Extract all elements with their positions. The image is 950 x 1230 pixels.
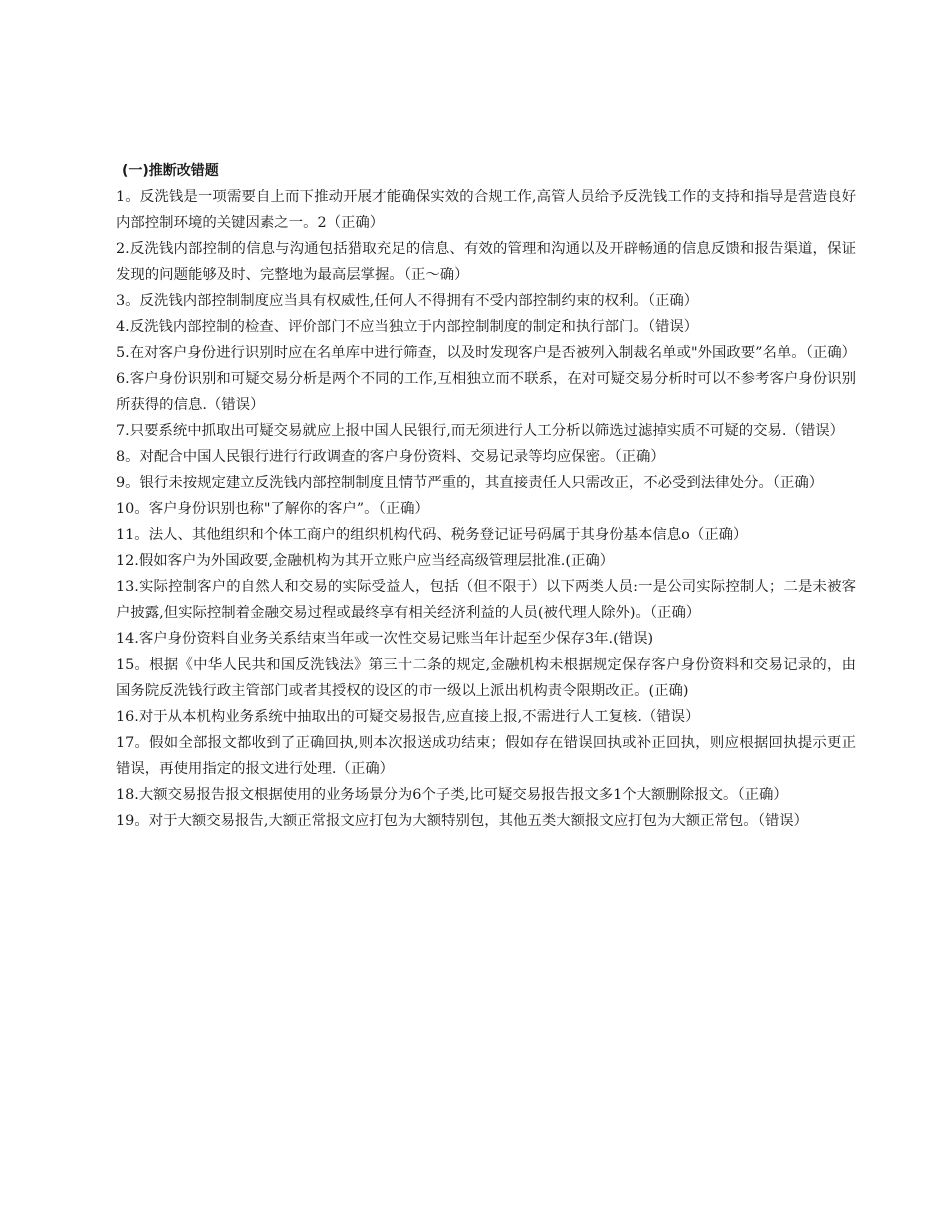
question-item-1: 1。反洗钱是一项需要自上而下推动开展才能确保实效的合规工作,高管人员给予反洗钱工作的支持和指导是营造良好内部控制环境的关键因素之一。2（正确） <box>116 189 856 231</box>
question-item-8: 8。对配合中国人民银行进行行政调查的客户身份资料、交易记录等均应保密。（正确） <box>116 449 665 465</box>
question-item-18: 18.大额交易报告报文根据使用的业务场景分为6个子类,比可疑交易报告报文多1个大额删除报文。（正确） <box>116 787 788 803</box>
question-item-19: 19。对于大额交易报告,大额正常报文应打包为大额特别包，其他五类大额报文应打包为大额正常包。（错误） <box>116 813 809 829</box>
question-item-10: 10。客户身份识别也称"了解你的客户”。（正确） <box>116 501 429 517</box>
question-item-16: 16.对于从本机构业务系统中抽取出的可疑交易报告,应直接上报,不需进行人工复核.（错误） <box>116 709 700 725</box>
question-item-9: 9。银行未按规定建立反洗钱内部控制制度且情节严重的，其直接责任人只需改正，不必受到法律处分。（正确） <box>116 475 824 491</box>
question-item-4: 4.反洗钱内部控制的检查、评价部门不应当独立于内部控制制度的制定和执行部门。（错误） <box>116 319 699 335</box>
question-item-2: 2.反洗钱内部控制的信息与沟通包括猎取充足的信息、有效的管理和沟通以及开辟畅通的信息反馈和报告渠道，保证发现的问题能够及时、完整地为最高层掌握。（正～确） <box>116 241 856 283</box>
question-item-11: 11。法人、其他组织和个体工商户的组织机构代码、税务登记证号码属于其身份基本信息o（正确） <box>116 527 748 543</box>
question-item-7: 7.只要系统中抓取出可疑交易就应上报中国人民银行,而无须进行人工分析以筛选过滤掉实质不可疑的交易.（错误） <box>116 423 845 439</box>
question-item-12: 12.假如客户为外国政要,金融机构为其开立账户应当经高级管理层批准.(正确） <box>116 553 615 569</box>
question-item-14: 14.客户身份资料自业务关系结束当年或一次性交易记账当年计起至少保存3年.(错误) <box>116 631 654 647</box>
question-item-13: 13.实际控制客户的自然人和交易的实际受益人，包括（但不限于）以下两类人员:一是公司实际控制人；二是未被客户披露,但实际控制着金融交易过程或最终享有相关经济利益的人员(被代理人除外)。（正确） <box>116 579 856 621</box>
question-item-6: 6.客户身份识别和可疑交易分析是两个不同的工作,互相独立而不联系，在对可疑交易分析时可以不参考客户身份识别所获得的信息.（错误） <box>116 371 856 413</box>
question-item-5: 5.在对客户身份进行识别时应在名单库中进行筛查，以及时发现客户是否被列入制裁名单或"外国政要”名单。（正确） <box>116 345 857 361</box>
question-item-15: 15。根据《中华人民共和国反洗钱法》第三十二条的规定,金融机构未根据规定保存客户身份资料和交易记录的，由国务院反洗钱行政主管部门或者其授权的设区的市一级以上派出机构责令限期改正。(正确) <box>116 657 856 699</box>
question-list <box>116 184 856 834</box>
section-title: (一)推断改错题 <box>122 163 219 179</box>
question-item-3: 3。反洗钱内部控制制度应当具有权威性,任何人不得拥有不受内部控制约束的权利。（正确） <box>116 293 699 309</box>
document-page <box>116 158 856 834</box>
question-item-17: 17。假如全部报文都收到了正确回执,则本次报送成功结束；假如存在错误回执或补正回执，则应根据回执提示更正错误，再使用指定的报文进行处理.（正确） <box>116 735 856 777</box>
